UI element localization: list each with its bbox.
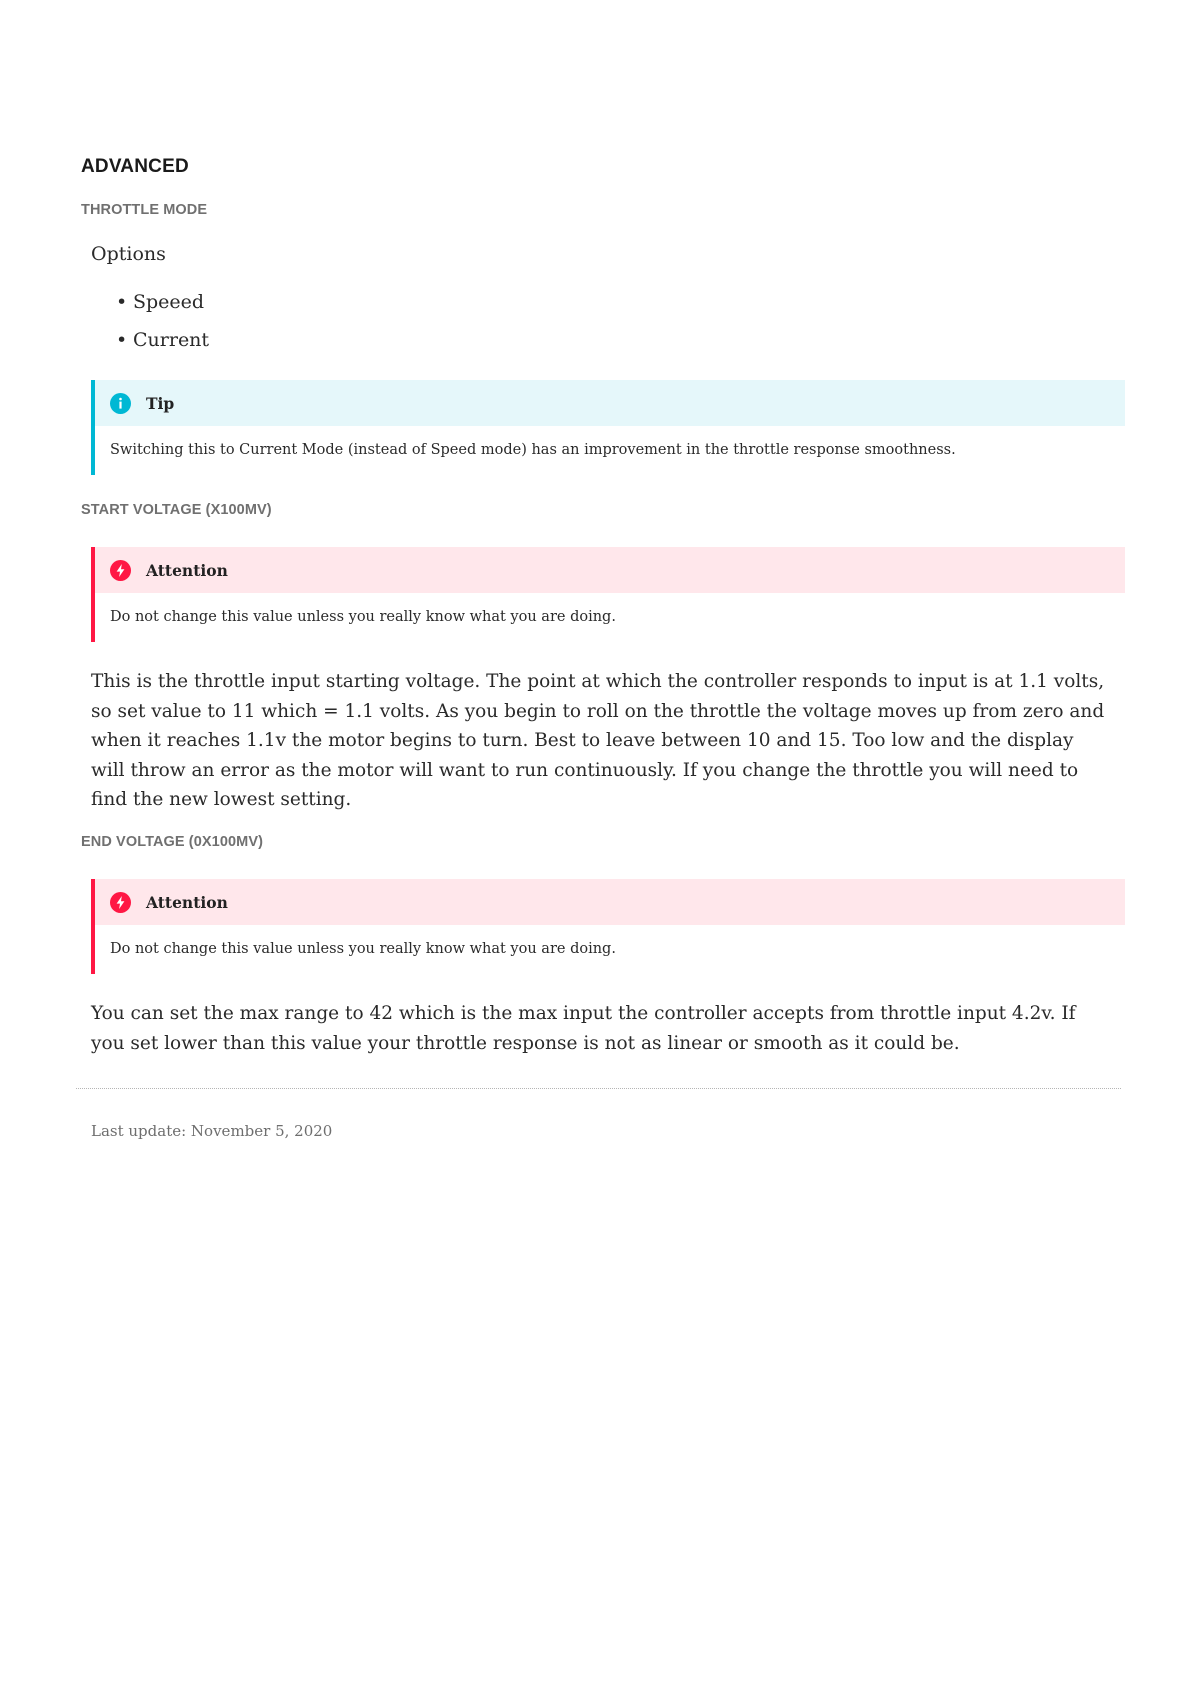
lightning-icon: [110, 560, 131, 581]
options-list: [116, 290, 209, 366]
tip-text: Switching this to Current Mode (instead of Speed mode) has an improvement in the throttle response smoothness.: [110, 442, 956, 458]
throttle-mode-heading: THROTTLE MODE: [81, 202, 208, 218]
end-voltage-heading: END VOLTAGE (0X100MV): [81, 834, 264, 850]
attention-admonition: [91, 879, 1125, 974]
info-icon: [110, 393, 131, 414]
attention-text: Do not change this value unless you really know what you are doing.: [110, 609, 616, 625]
end-voltage-description: You can set the max range to 42 which is the max input the controller accepts from throttle input 4.2v. If you set lower than this value your throttle response is not as linear or smooth as it could be.: [91, 1003, 1076, 1054]
last-update: Last update: November 5, 2020: [91, 1122, 333, 1140]
attention-title-bar: [95, 547, 1125, 593]
tip-title: Tip: [146, 393, 175, 413]
footer-divider: [76, 1088, 1121, 1089]
start-voltage-heading: START VOLTAGE (X100MV): [81, 502, 272, 518]
attention-title-bar: [95, 879, 1125, 925]
attention-title: Attention: [146, 892, 228, 912]
attention-title: Attention: [146, 560, 228, 580]
lightning-icon: [110, 892, 131, 913]
attention-admonition: [91, 547, 1125, 642]
start-voltage-description: This is the throttle input starting voltage. The point at which the controller responds to input is at 1.1 volts, so set value to 11 which = 1.1 volts. As you begin to roll on the throttle the voltage moves up from zero and when it reaches 1.1v the motor begins to turn. Best to leave between 10 and 15. Too low and the display will throw an error as the motor will want to run continuously. If you change the throttle you will need to find the new lowest setting.: [91, 671, 1105, 810]
options-label: Options: [91, 243, 166, 265]
tip-title-bar: [95, 380, 1125, 426]
attention-text: Do not change this value unless you really know what you are doing.: [110, 941, 616, 957]
tip-admonition: [91, 380, 1125, 475]
list-item: • Current: [116, 328, 209, 366]
list-item: • Speeed: [116, 290, 209, 328]
section-title: ADVANCED: [81, 156, 189, 177]
